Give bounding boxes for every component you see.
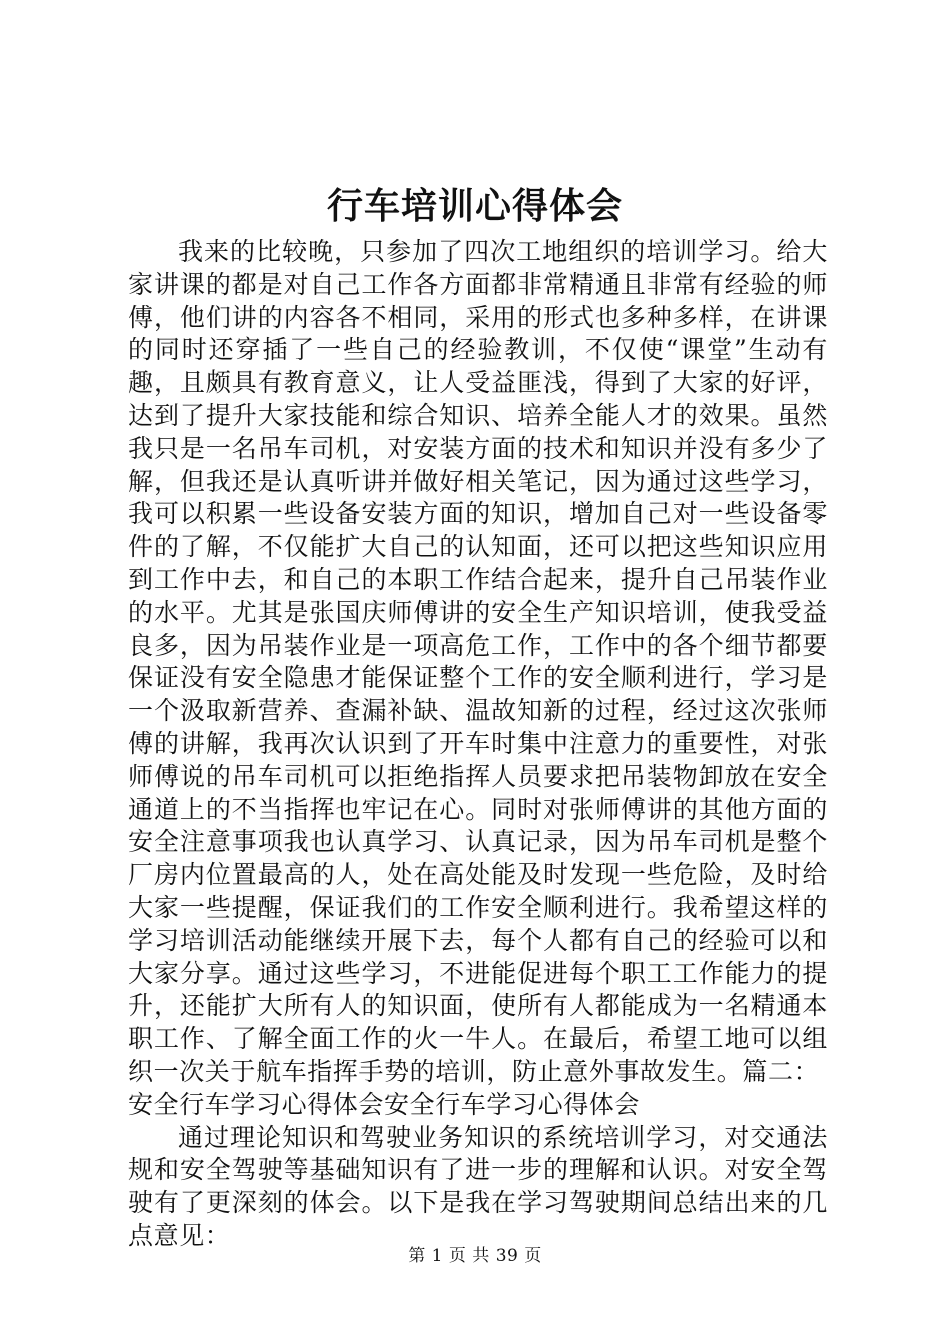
document-body xyxy=(128,236,828,1253)
page-footer: 第 1 页 共 39 页 xyxy=(408,1246,542,1266)
paragraph-section-heading: 安全行车学习心得体会安全行车学习心得体会 xyxy=(128,1089,641,1119)
document-title: 行车培训心得体会 xyxy=(326,185,623,227)
paragraph-training-experience: 我来的比较晚，只参加了四次工地组织的培训学习。给大家讲课的都是对自己工作各方面都非常精通且非常有经验的师傅，他们讲的内容各不相同，采用的形式也多种多样，在讲课的同时还穿插了一些自己的经验教训，不仅使“课堂”生动有趣，且颇具有教育意义，让人受益匪浅，得到了大家的好评，达到了提升大家技能和综合知识、培养全能人才的效果。虽然我只是一名吊车司机，对安装方面的技术和知识并没有多少了解，但我还是认真听讲并做好相关笔记，因为通过这些学习，我可以积累一些设备安装方面的知识，增加自己对一些设备零件的了解，不仅能扩大自己的认知面，还可以把这些知识应用到工作中去，和自己的本职工作结合起来，提升自己吊装作业的水平。尤其是张国庆师傅讲的安全生产知识培训，使我受益良多，因为吊装作业是一项高危工作，工作中的各个细节都要保证没有安全隐患才能保证整个工作的安全顺利进行，学习是一个汲取新营养、查漏补缺、温故知新的过程，经过这次张师傅的讲解，我再次认识到了开车时集中注意力的重要性，对张师傅说的吊车司机可以拒绝指挥人员要求把吊装物卸放在安全通道上的不当指挥也牢记在心。同时对张师傅讲的其他方面的安全注意事项我也认真学习、认真记录，因为吊车司机是整个厂房内位置最高的人，处在高处能及时发现一些危险，及时给大家一些提醒，保证我们的工作安全顺利进行。我希望这样的学习培训活动能继续开展下去，每个人都有自己的经验可以和大家分享。通过这些学习，不进能促进每个职工工作能力的提升，还能扩大所有人的知识面，使所有人都能成为一名精通本职工作、了解全面工作的火一牛人。在最后，希望工地可以组织一次关于航车指挥手势的培训，防止意外事故发生。篇二： xyxy=(128,237,828,1086)
paragraph-safe-driving-intro: 通过理论知识和驾驶业务知识的系统培训学习，对交通法规和安全驾驶等基础知识有了进一步的理解和认识。对安全驾驶有了更深刻的体会。以下是我在学习驾驶期间总结出来的几点意见： xyxy=(128,1122,828,1250)
